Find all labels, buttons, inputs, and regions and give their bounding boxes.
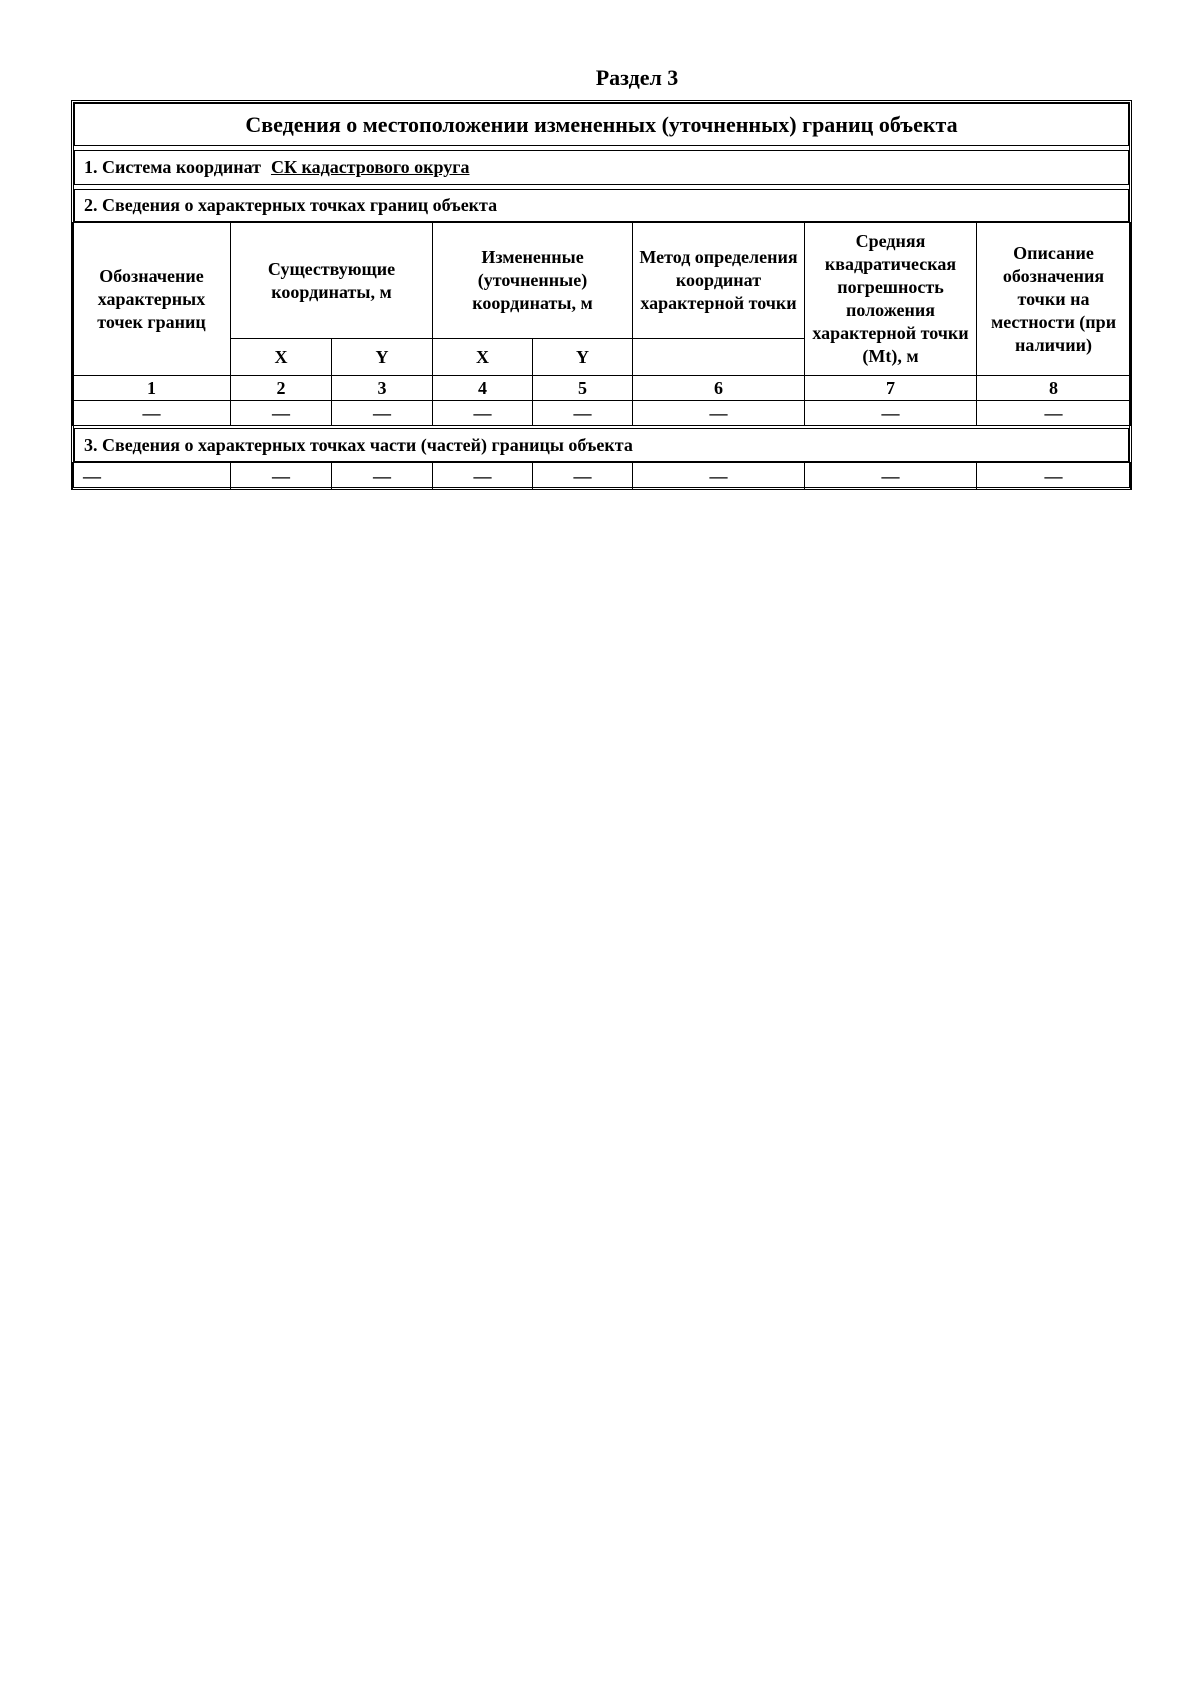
- table-cell: —: [977, 401, 1131, 426]
- table-cell: —: [533, 463, 633, 490]
- coord-system-label: 1. Система координат: [84, 157, 261, 177]
- column-number: 6: [633, 376, 805, 401]
- column-number: 7: [805, 376, 977, 401]
- header-error: Средняя квадратическая погрешность положения характерной точки (Mt), м: [805, 223, 977, 376]
- table-cell: —: [332, 463, 433, 490]
- table-cell: —: [73, 463, 231, 490]
- header-changed-x: X: [433, 339, 533, 376]
- form-title: Сведения о местоположении измененных (уточненных) границ объекта: [74, 103, 1129, 146]
- table-cell: —: [633, 463, 805, 490]
- table-cell: —: [433, 401, 533, 426]
- column-number: 3: [332, 376, 433, 401]
- table-cell: —: [433, 463, 533, 490]
- table-row: [73, 463, 1131, 490]
- column-number: 1: [73, 376, 231, 401]
- header-method-blank: [633, 339, 805, 376]
- header-description: Описание обозначения точки на местности (при наличии): [977, 223, 1131, 376]
- header-method: Метод определения координат характерной точки: [633, 223, 805, 339]
- coord-system-row: [74, 150, 1129, 185]
- table-cell: —: [533, 401, 633, 426]
- column-numbers-row: [73, 376, 1131, 401]
- table-row: [73, 401, 1131, 426]
- parts-section-heading: 3. Сведения о характерных точках части (частей) границы объекта: [74, 428, 1129, 462]
- table-cell: —: [231, 401, 332, 426]
- parts-table: [72, 462, 1131, 490]
- column-number: 2: [231, 376, 332, 401]
- table-cell: —: [231, 463, 332, 490]
- table-cell: —: [805, 401, 977, 426]
- section-heading: Раздел 3: [595, 65, 679, 90]
- header-changed-y: Y: [533, 339, 633, 376]
- points-table: [72, 222, 1131, 426]
- header-changed-coords: Измененные (уточненные) координаты, м: [433, 223, 633, 339]
- table-cell: —: [977, 463, 1131, 490]
- table-cell: —: [332, 401, 433, 426]
- points-section-heading: 2. Сведения о характерных точках границ объекта: [74, 189, 1129, 222]
- table-cell: —: [73, 401, 231, 426]
- header-existing-coords: Существующие координаты, м: [231, 223, 433, 339]
- header-designation: Обозначение характерных точек границ: [73, 223, 231, 376]
- table-cell: —: [805, 463, 977, 490]
- column-number: 4: [433, 376, 533, 401]
- header-existing-y: Y: [332, 339, 433, 376]
- table-cell: —: [633, 401, 805, 426]
- column-number: 8: [977, 376, 1131, 401]
- header-existing-x: X: [231, 339, 332, 376]
- coord-system-value: СК кадастрового округа: [270, 157, 470, 177]
- column-number: 5: [533, 376, 633, 401]
